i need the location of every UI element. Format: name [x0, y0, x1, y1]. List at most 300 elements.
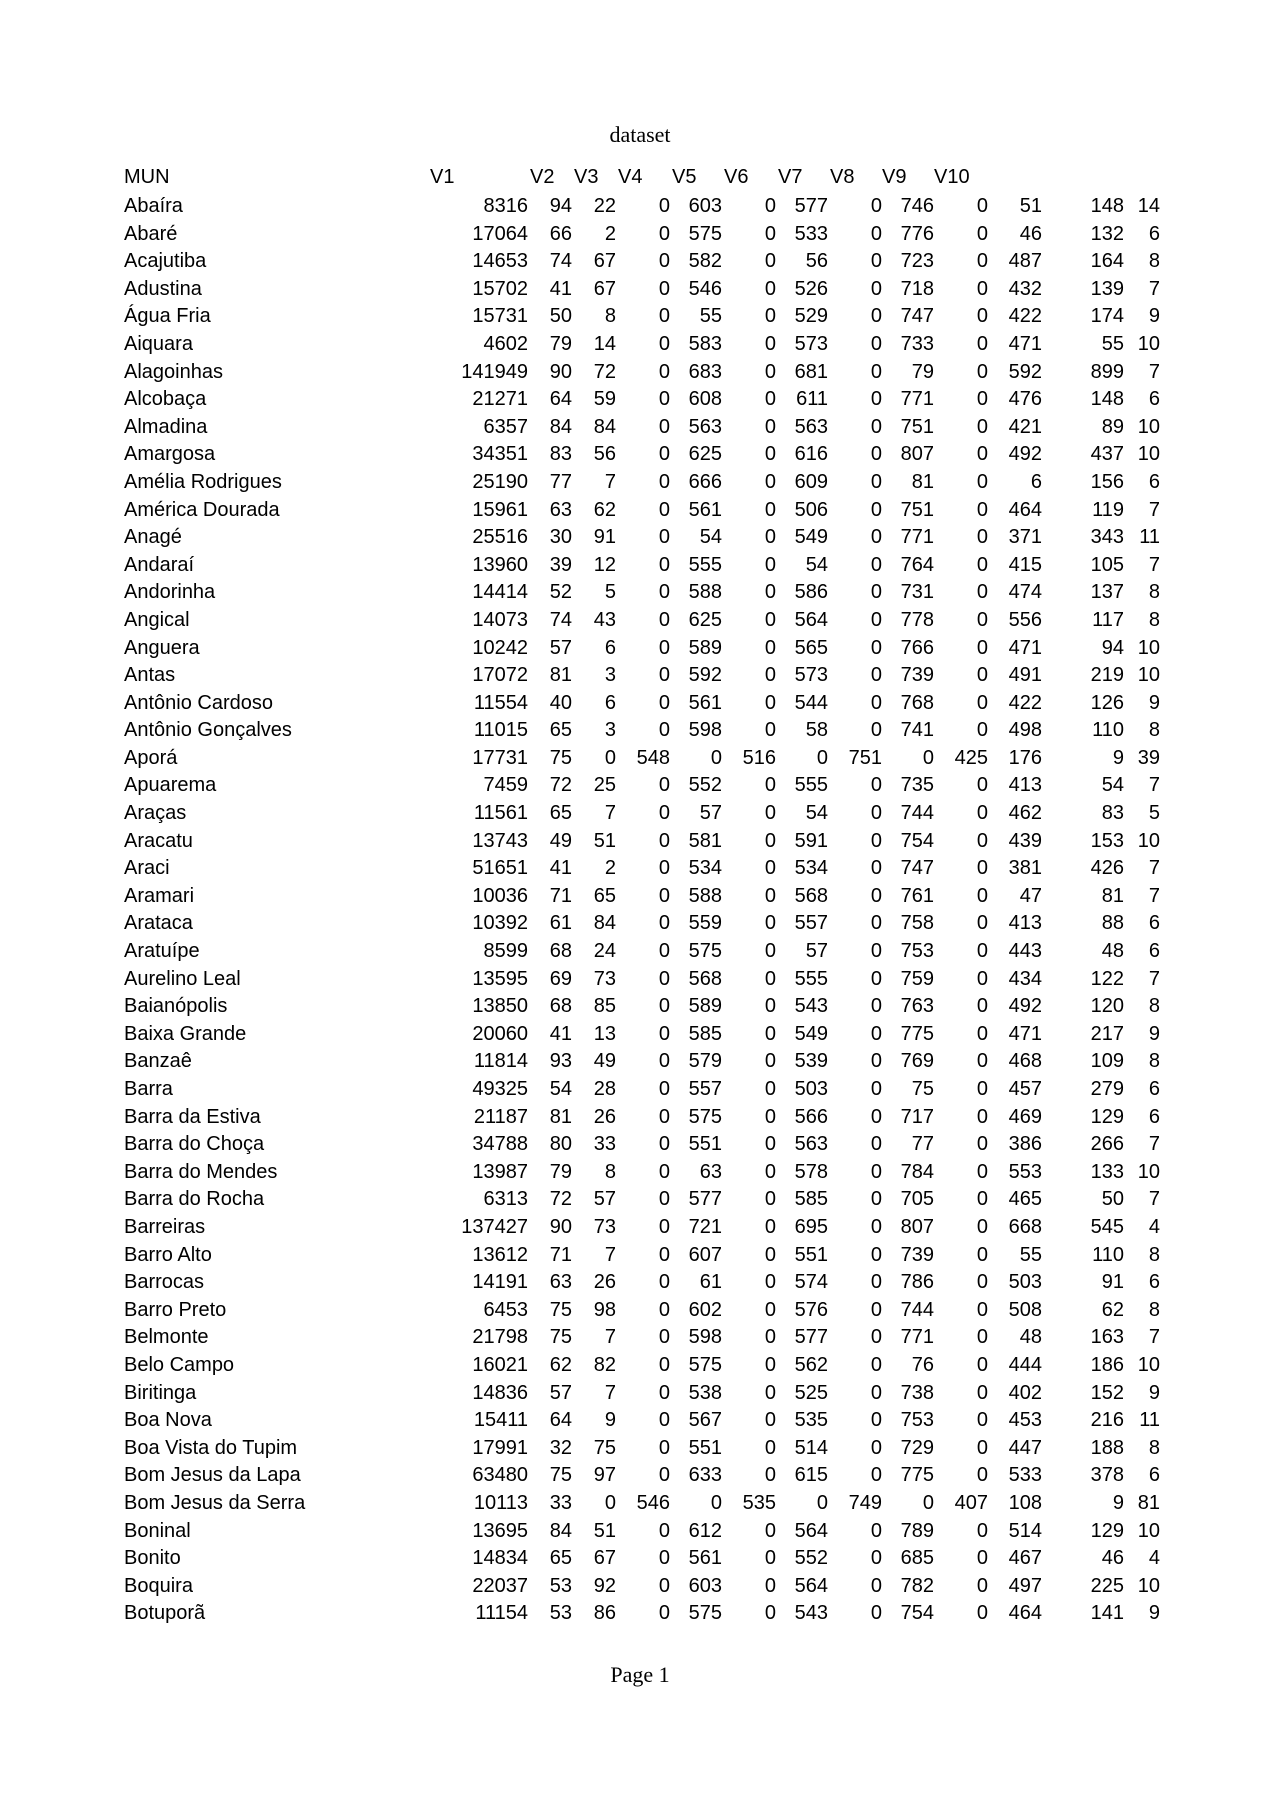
cell-value: 188 [1090, 1436, 1124, 1459]
table-row [124, 690, 1164, 718]
cell-value: 602 [688, 1298, 722, 1321]
cell-value: 568 [688, 967, 722, 990]
cell-value: 0 [976, 581, 988, 604]
cell-value: 73 [593, 1215, 616, 1238]
cell-value: 9 [1148, 691, 1160, 714]
cell-value: 54 [1101, 774, 1124, 797]
cell-value: 0 [922, 746, 934, 769]
cell-value: 551 [794, 1243, 828, 1266]
cell-value: 9 [1148, 1022, 1160, 1045]
cell-value: 48 [1101, 940, 1124, 963]
cell-value: 4602 [483, 332, 528, 355]
cell-value: 33 [593, 1133, 616, 1156]
cell-value: 0 [976, 1574, 988, 1597]
cell-value: 64 [549, 388, 572, 411]
cell-value: 0 [764, 1022, 776, 1045]
table-row [124, 497, 1164, 525]
cell-value: 577 [688, 1188, 722, 1211]
cell-value: 71 [549, 1243, 572, 1266]
cell-value: 741 [900, 719, 934, 742]
cell-value: 0 [658, 360, 670, 383]
cell-value: 65 [549, 719, 572, 742]
cell-value: 0 [976, 360, 988, 383]
cell-value: 0 [764, 443, 776, 466]
cell-value: 49325 [472, 1078, 528, 1100]
cell-value: 6 [1148, 912, 1160, 935]
cell-value: 559 [688, 912, 722, 935]
cell-value: 52 [549, 581, 572, 604]
cell-value: 0 [870, 1602, 882, 1625]
cell-value: 7459 [483, 774, 528, 797]
cell-value: 0 [870, 1381, 882, 1404]
cell-value: 0 [976, 1215, 988, 1238]
cell-value: 11015 [473, 719, 528, 742]
cell-value: 6 [1148, 1078, 1160, 1100]
cell-value: 75 [911, 1078, 934, 1100]
cell-value: 32 [549, 1436, 572, 1459]
cell-value: 57 [593, 1188, 616, 1211]
cell-value: 72 [593, 360, 616, 383]
cell-value: 0 [658, 1188, 670, 1211]
cell-value: 0 [816, 1491, 828, 1514]
cell-value: 0 [658, 1547, 670, 1570]
cell-value: 0 [764, 1271, 776, 1294]
cell-value: 761 [900, 884, 934, 907]
cell-value: 7 [604, 470, 616, 493]
cell-value: 0 [764, 691, 776, 714]
cell-value: 0 [658, 1381, 670, 1404]
cell-value: 0 [658, 1105, 670, 1128]
cell-value: 467 [1008, 1547, 1042, 1570]
cell-value: 577 [794, 195, 828, 217]
table-row [124, 1186, 1164, 1214]
cell-mun: Arataca [124, 912, 193, 935]
cell-value: 11154 [475, 1602, 528, 1625]
cell-value: 0 [658, 884, 670, 907]
cell-value: 683 [688, 360, 722, 383]
cell-value: 0 [658, 1464, 670, 1487]
table-row [124, 1352, 1164, 1380]
cell-mun: Belmonte [124, 1326, 209, 1349]
cell-value: 0 [764, 305, 776, 328]
table-row [124, 579, 1164, 607]
cell-value: 97 [593, 1464, 616, 1487]
cell-mun: Barra do Mendes [124, 1160, 278, 1183]
cell-value: 733 [900, 332, 934, 355]
table-row [124, 1600, 1164, 1628]
cell-mun: Bonito [124, 1547, 181, 1570]
cell-value: 71 [549, 884, 572, 907]
cell-value: 0 [870, 195, 882, 217]
cell-value: 33 [549, 1491, 572, 1514]
cell-value: 10 [1137, 1353, 1160, 1376]
table-row [124, 607, 1164, 635]
cell-value: 552 [794, 1547, 828, 1570]
cell-value: 117 [1092, 608, 1124, 631]
cell-value: 0 [976, 526, 988, 549]
cell-value: 174 [1090, 305, 1124, 328]
cell-value: 0 [870, 250, 882, 273]
cell-value: 561 [688, 498, 722, 521]
cell-value: 0 [764, 1050, 776, 1073]
cell-value: 57 [805, 940, 828, 963]
cell-value: 717 [900, 1105, 934, 1128]
cell-value: 0 [658, 940, 670, 963]
cell-value: 535 [794, 1409, 828, 1432]
table-row [124, 1324, 1164, 1352]
cell-value: 0 [764, 277, 776, 300]
cell-mun: Angical [124, 608, 190, 631]
cell-value: 581 [688, 829, 722, 852]
table-row [124, 1490, 1164, 1518]
cell-value: 0 [764, 388, 776, 411]
cell-mun: Abaíra [124, 195, 183, 217]
cell-value: 6 [1148, 1271, 1160, 1294]
cell-value: 8 [1148, 1243, 1160, 1266]
cell-mun: Água Fria [124, 305, 211, 328]
cell-value: 80 [549, 1133, 572, 1156]
cell-value: 573 [794, 664, 828, 687]
cell-value: 46 [1101, 1547, 1124, 1570]
table-row [124, 938, 1164, 966]
cell-value: 0 [870, 636, 882, 659]
cell-value: 561 [688, 691, 722, 714]
cell-value: 54 [805, 553, 828, 576]
cell-value: 10242 [472, 636, 528, 659]
cell-value: 0 [870, 470, 882, 493]
table-row [124, 1242, 1164, 1270]
cell-value: 0 [976, 912, 988, 935]
cell-value: 279 [1090, 1078, 1124, 1100]
cell-value: 557 [794, 912, 828, 935]
cell-value: 0 [764, 1574, 776, 1597]
cell-value: 46 [1019, 222, 1042, 245]
cell-value: 555 [794, 967, 828, 990]
cell-value: 0 [976, 1602, 988, 1625]
cell-value: 0 [870, 360, 882, 383]
cell-value: 10 [1137, 443, 1160, 466]
cell-value: 0 [976, 1078, 988, 1100]
cell-mun: Antas [124, 664, 176, 687]
cell-value: 413 [1008, 912, 1042, 935]
cell-value: 164 [1090, 250, 1124, 273]
table-row [124, 855, 1164, 883]
table-row [124, 966, 1164, 994]
cell-value: 8 [1148, 719, 1160, 742]
cell-value: 744 [900, 802, 934, 825]
cell-value: 20060 [472, 1022, 528, 1045]
cell-value: 65 [549, 1547, 572, 1570]
cell-value: 51 [593, 829, 616, 852]
cell-value: 0 [816, 746, 828, 769]
cell-value: 0 [658, 1326, 670, 1349]
cell-value: 0 [658, 1022, 670, 1045]
cell-value: 583 [688, 332, 722, 355]
cell-value: 141949 [461, 360, 528, 383]
cell-value: 563 [794, 1133, 828, 1156]
cell-value: 0 [658, 1243, 670, 1266]
cell-value: 771 [900, 388, 934, 411]
cell-value: 63480 [472, 1464, 528, 1487]
cell-value: 8 [1148, 250, 1160, 273]
cell-value: 625 [688, 443, 722, 466]
cell-value: 564 [794, 608, 828, 631]
cell-value: 0 [976, 967, 988, 990]
cell-value: 75 [549, 1298, 572, 1321]
cell-value: 176 [1008, 746, 1042, 769]
cell-value: 63 [549, 1271, 572, 1294]
cell-value: 0 [764, 912, 776, 935]
cell-value: 57 [549, 636, 572, 659]
cell-value: 576 [794, 1298, 828, 1321]
cell-value: 92 [593, 1574, 616, 1597]
cell-value: 525 [794, 1381, 828, 1404]
cell-value: 7 [1148, 498, 1160, 521]
cell-value: 63 [549, 498, 572, 521]
cell-mun: Abaré [124, 222, 178, 245]
cell-value: 735 [900, 774, 934, 797]
cell-value: 3 [604, 664, 616, 687]
cell-value: 0 [976, 222, 988, 245]
cell-value: 86 [593, 1602, 616, 1625]
cell-value: 13850 [472, 995, 528, 1018]
cell-value: 609 [794, 470, 828, 493]
cell-value: 538 [688, 1381, 722, 1404]
cell-value: 0 [658, 1602, 670, 1625]
table-row [124, 248, 1164, 276]
cell-value: 81 [911, 470, 934, 493]
cell-value: 14191 [472, 1271, 528, 1294]
cell-value: 26 [593, 1105, 616, 1128]
cell-value: 11561 [473, 802, 528, 825]
cell-value: 497 [1008, 1574, 1042, 1597]
cell-value: 534 [794, 857, 828, 880]
cell-value: 110 [1092, 1243, 1124, 1266]
cell-value: 705 [900, 1188, 934, 1211]
cell-value: 681 [794, 360, 828, 383]
cell-value: 567 [688, 1409, 722, 1432]
cell-value: 535 [742, 1491, 776, 1514]
cell-value: 3 [604, 719, 616, 742]
cell-value: 39 [549, 553, 572, 576]
cell-value: 56 [805, 250, 828, 273]
header-v5: V5 [672, 166, 697, 188]
cell-value: 439 [1008, 829, 1042, 852]
cell-value: 25516 [472, 526, 528, 549]
cell-value: 53 [549, 1574, 572, 1597]
cell-value: 578 [794, 1160, 828, 1183]
cell-value: 0 [870, 1353, 882, 1376]
cell-value: 8316 [483, 195, 528, 217]
cell-value: 0 [658, 1298, 670, 1321]
cell-value: 6 [1148, 388, 1160, 411]
cell-value: 75 [549, 746, 572, 769]
cell-value: 474 [1008, 581, 1042, 604]
cell-value: 7 [1148, 1133, 1160, 1156]
cell-value: 57 [549, 1381, 572, 1404]
cell-value: 0 [764, 1298, 776, 1321]
table-row [124, 745, 1164, 773]
cell-mun: Boquira [124, 1574, 193, 1597]
cell-value: 633 [688, 1464, 722, 1487]
cell-value: 598 [688, 1326, 722, 1349]
cell-mun: Anagé [124, 526, 182, 549]
cell-value: 0 [870, 1409, 882, 1432]
cell-value: 0 [976, 553, 988, 576]
cell-mun: Barrocas [124, 1271, 205, 1294]
cell-value: 588 [688, 581, 722, 604]
cell-value: 582 [688, 250, 722, 273]
cell-value: 11 [1139, 1409, 1160, 1432]
cell-mun: Alcobaça [124, 388, 207, 411]
table-row [124, 662, 1164, 690]
cell-value: 0 [764, 1547, 776, 1570]
cell-value: 186 [1090, 1353, 1124, 1376]
cell-value: 61 [549, 912, 572, 935]
cell-value: 608 [688, 388, 722, 411]
cell-value: 13987 [472, 1160, 528, 1183]
cell-value: 15411 [473, 1409, 528, 1432]
cell-value: 751 [848, 746, 882, 769]
cell-value: 0 [764, 526, 776, 549]
cell-value: 771 [900, 526, 934, 549]
cell-value: 0 [764, 498, 776, 521]
cell-value: 50 [1101, 1188, 1124, 1211]
cell-value: 443 [1008, 940, 1042, 963]
cell-value: 63 [699, 1160, 722, 1183]
cell-value: 58 [805, 719, 828, 742]
cell-value: 7 [1148, 277, 1160, 300]
cell-value: 0 [658, 498, 670, 521]
cell-value: 7 [1148, 1326, 1160, 1349]
cell-value: 7 [1148, 360, 1160, 383]
cell-value: 0 [976, 498, 988, 521]
cell-value: 8 [1148, 608, 1160, 631]
cell-value: 0 [870, 1547, 882, 1570]
cell-value: 0 [976, 332, 988, 355]
table-row [124, 635, 1164, 663]
cell-value: 0 [764, 774, 776, 797]
cell-value: 0 [976, 1188, 988, 1211]
cell-mun: Barro Preto [124, 1298, 227, 1321]
cell-value: 0 [658, 664, 670, 687]
cell-value: 133 [1090, 1160, 1124, 1183]
cell-value: 65 [549, 802, 572, 825]
cell-value: 381 [1008, 857, 1042, 880]
cell-value: 0 [870, 1022, 882, 1045]
cell-value: 413 [1008, 774, 1042, 797]
cell-value: 0 [976, 1353, 988, 1376]
cell-value: 0 [976, 470, 988, 493]
cell-value: 51651 [472, 857, 528, 880]
header-v7: V7 [778, 166, 803, 188]
cell-value: 0 [870, 691, 882, 714]
cell-value: 110 [1092, 719, 1124, 742]
table-row [124, 1104, 1164, 1132]
cell-value: 0 [870, 884, 882, 907]
cell-value: 225 [1090, 1574, 1124, 1597]
cell-value: 8 [604, 305, 616, 328]
cell-value: 585 [794, 1188, 828, 1211]
cell-value: 93 [549, 1050, 572, 1073]
cell-value: 729 [900, 1436, 934, 1459]
cell-value: 0 [976, 802, 988, 825]
cell-value: 747 [900, 857, 934, 880]
cell-value: 492 [1008, 443, 1042, 466]
cell-value: 9 [1148, 1381, 1160, 1404]
cell-value: 723 [900, 250, 934, 273]
cell-value: 79 [549, 332, 572, 355]
cell-value: 575 [688, 222, 722, 245]
cell-value: 565 [794, 636, 828, 659]
table-row [124, 717, 1164, 745]
cell-value: 498 [1008, 719, 1042, 742]
cell-value: 153 [1090, 829, 1124, 852]
cell-value: 0 [658, 1353, 670, 1376]
cell-value: 15961 [472, 498, 528, 521]
cell-value: 9 [1112, 746, 1124, 769]
cell-value: 17064 [472, 222, 528, 245]
cell-value: 0 [658, 802, 670, 825]
cell-value: 10 [1137, 1519, 1160, 1542]
cell-value: 148 [1090, 195, 1124, 217]
cell-value: 10 [1137, 829, 1160, 852]
cell-value: 0 [604, 1491, 616, 1514]
cell-value: 0 [764, 1188, 776, 1211]
cell-value: 88 [1101, 912, 1124, 935]
cell-value: 0 [870, 1160, 882, 1183]
cell-value: 0 [658, 995, 670, 1018]
cell-value: 0 [764, 829, 776, 852]
cell-value: 0 [764, 553, 776, 576]
cell-value: 747 [900, 305, 934, 328]
cell-mun: Aurelino Leal [124, 967, 241, 990]
cell-value: 74 [549, 608, 572, 631]
cell-mun: Apuarema [124, 774, 217, 797]
cell-value: 0 [764, 857, 776, 880]
cell-value: 0 [658, 1271, 670, 1294]
cell-value: 807 [900, 443, 934, 466]
cell-mun: Belo Campo [124, 1353, 235, 1376]
cell-value: 0 [658, 415, 670, 438]
cell-value: 9 [1148, 1602, 1160, 1625]
cell-value: 563 [688, 415, 722, 438]
cell-value: 8 [1148, 581, 1160, 604]
cell-value: 695 [794, 1215, 828, 1238]
cell-mun: Biritinga [124, 1381, 197, 1404]
cell-value: 148 [1090, 388, 1124, 411]
cell-value: 371 [1008, 526, 1042, 549]
cell-value: 546 [636, 1491, 670, 1514]
cell-value: 0 [976, 940, 988, 963]
cell-value: 9 [1148, 305, 1160, 328]
cell-value: 10392 [472, 912, 528, 935]
cell-value: 6 [604, 691, 616, 714]
cell-mun: Aramari [124, 884, 195, 907]
cell-value: 72 [549, 1188, 572, 1211]
cell-value: 34351 [472, 443, 528, 466]
cell-mun: Baixa Grande [124, 1022, 247, 1045]
cell-value: 0 [870, 277, 882, 300]
cell-value: 0 [658, 1436, 670, 1459]
cell-value: 22 [593, 195, 616, 217]
table-row [124, 910, 1164, 938]
cell-value: 555 [688, 553, 722, 576]
cell-value: 543 [794, 1602, 828, 1625]
cell-value: 30 [549, 526, 572, 549]
table-row [124, 1048, 1164, 1076]
cell-value: 739 [900, 664, 934, 687]
